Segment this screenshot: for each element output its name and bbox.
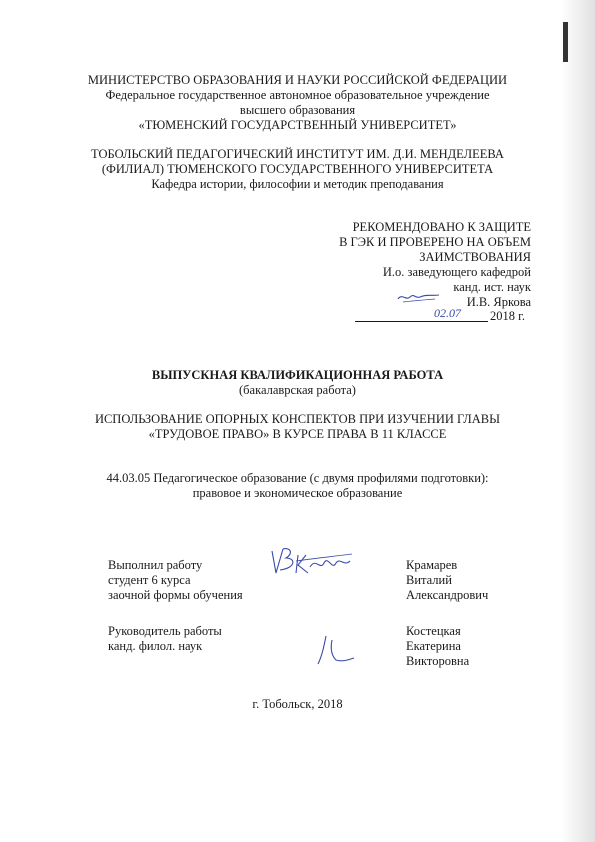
author-patronymic: Александрович <box>406 588 489 602</box>
scan-edge-mark <box>563 22 568 62</box>
supervisor-signature <box>312 632 358 668</box>
approval-line-1: РЕКОМЕНДОВАНО К ЗАЩИТЕ <box>352 220 531 234</box>
approval-line-2: В ГЭК И ПРОВЕРЕНО НА ОБЪЕМ <box>339 235 531 249</box>
branch-line-2: (ФИЛИАЛ) ТЮМЕНСКОГО ГОСУДАРСТВЕННОГО УНИВЕРСИТЕТА <box>101 162 494 176</box>
supervisor-surname: Костецкая <box>406 624 461 638</box>
approval-degree: канд. ист. наук <box>453 280 531 294</box>
ministry-heading: МИНИСТЕРСТВО ОБРАЗОВАНИЯ И НАУКИ РОССИЙСКОЙ ФЕДЕРАЦИИ <box>87 73 508 87</box>
thesis-title-line-2: «ТРУДОВОЕ ПРАВО» В КУРСЕ ПРАВА В 11 КЛАССЕ <box>148 427 447 441</box>
author-label-1: Выполнил работу <box>108 558 203 572</box>
thesis-title-line-1: ИСПОЛЬЗОВАНИЕ ОПОРНЫХ КОНСПЕКТОВ ПРИ ИЗУЧЕНИИ ГЛАВЫ <box>94 412 501 426</box>
date-underline <box>355 321 488 322</box>
branch-line-1: ТОБОЛЬСКИЙ ПЕДАГОГИЧЕСКИЙ ИНСТИТУТ ИМ. Д.И. МЕНДЕЛЕЕВА <box>91 147 504 161</box>
institution-type-line-2: высшего образования <box>239 103 356 117</box>
approval-position: И.о. заведующего кафедрой <box>382 265 531 279</box>
supervisor-patronymic: Викторовна <box>406 654 470 668</box>
author-surname: Крамарев <box>406 558 458 572</box>
thesis-subtype: (бакалаврская работа) <box>239 383 356 397</box>
program-line-2: правовое и экономическое образование <box>192 486 403 500</box>
supervisor-label-2: канд. филол. наук <box>108 639 203 653</box>
approval-line-3: ЗАИМСТВОВАНИЯ <box>419 250 531 264</box>
department-name: Кафедра истории, философии и методик преподавания <box>151 177 444 191</box>
author-signature <box>266 543 358 579</box>
author-label-3: заочной формы обучения <box>108 588 243 602</box>
approval-year: 2018 г. <box>490 309 525 323</box>
program-line-1: 44.03.05 Педагогическое образование (с двумя профилями подготовки): <box>106 471 489 485</box>
approval-head-name: И.В. Яркова <box>466 295 531 309</box>
institution-type-line-1: Федеральное государственное автономное образовательное учреждение <box>105 88 490 102</box>
approval-date-handwritten: 02.07 <box>434 306 461 320</box>
supervisor-first-name: Екатерина <box>406 639 461 653</box>
supervisor-label-1: Руководитель работы <box>108 624 222 638</box>
author-first-name: Виталий <box>406 573 452 587</box>
author-label-2: студент 6 курса <box>108 573 191 587</box>
university-name: «ТЮМЕНСКИЙ ГОСУДАРСТВЕННЫЙ УНИВЕРСИТЕТ» <box>138 118 457 132</box>
thesis-type: ВЫПУСКНАЯ КВАЛИФИКАЦИОННАЯ РАБОТА <box>151 368 444 382</box>
head-signature <box>395 288 441 306</box>
city-year: г. Тобольск, 2018 <box>252 697 343 711</box>
